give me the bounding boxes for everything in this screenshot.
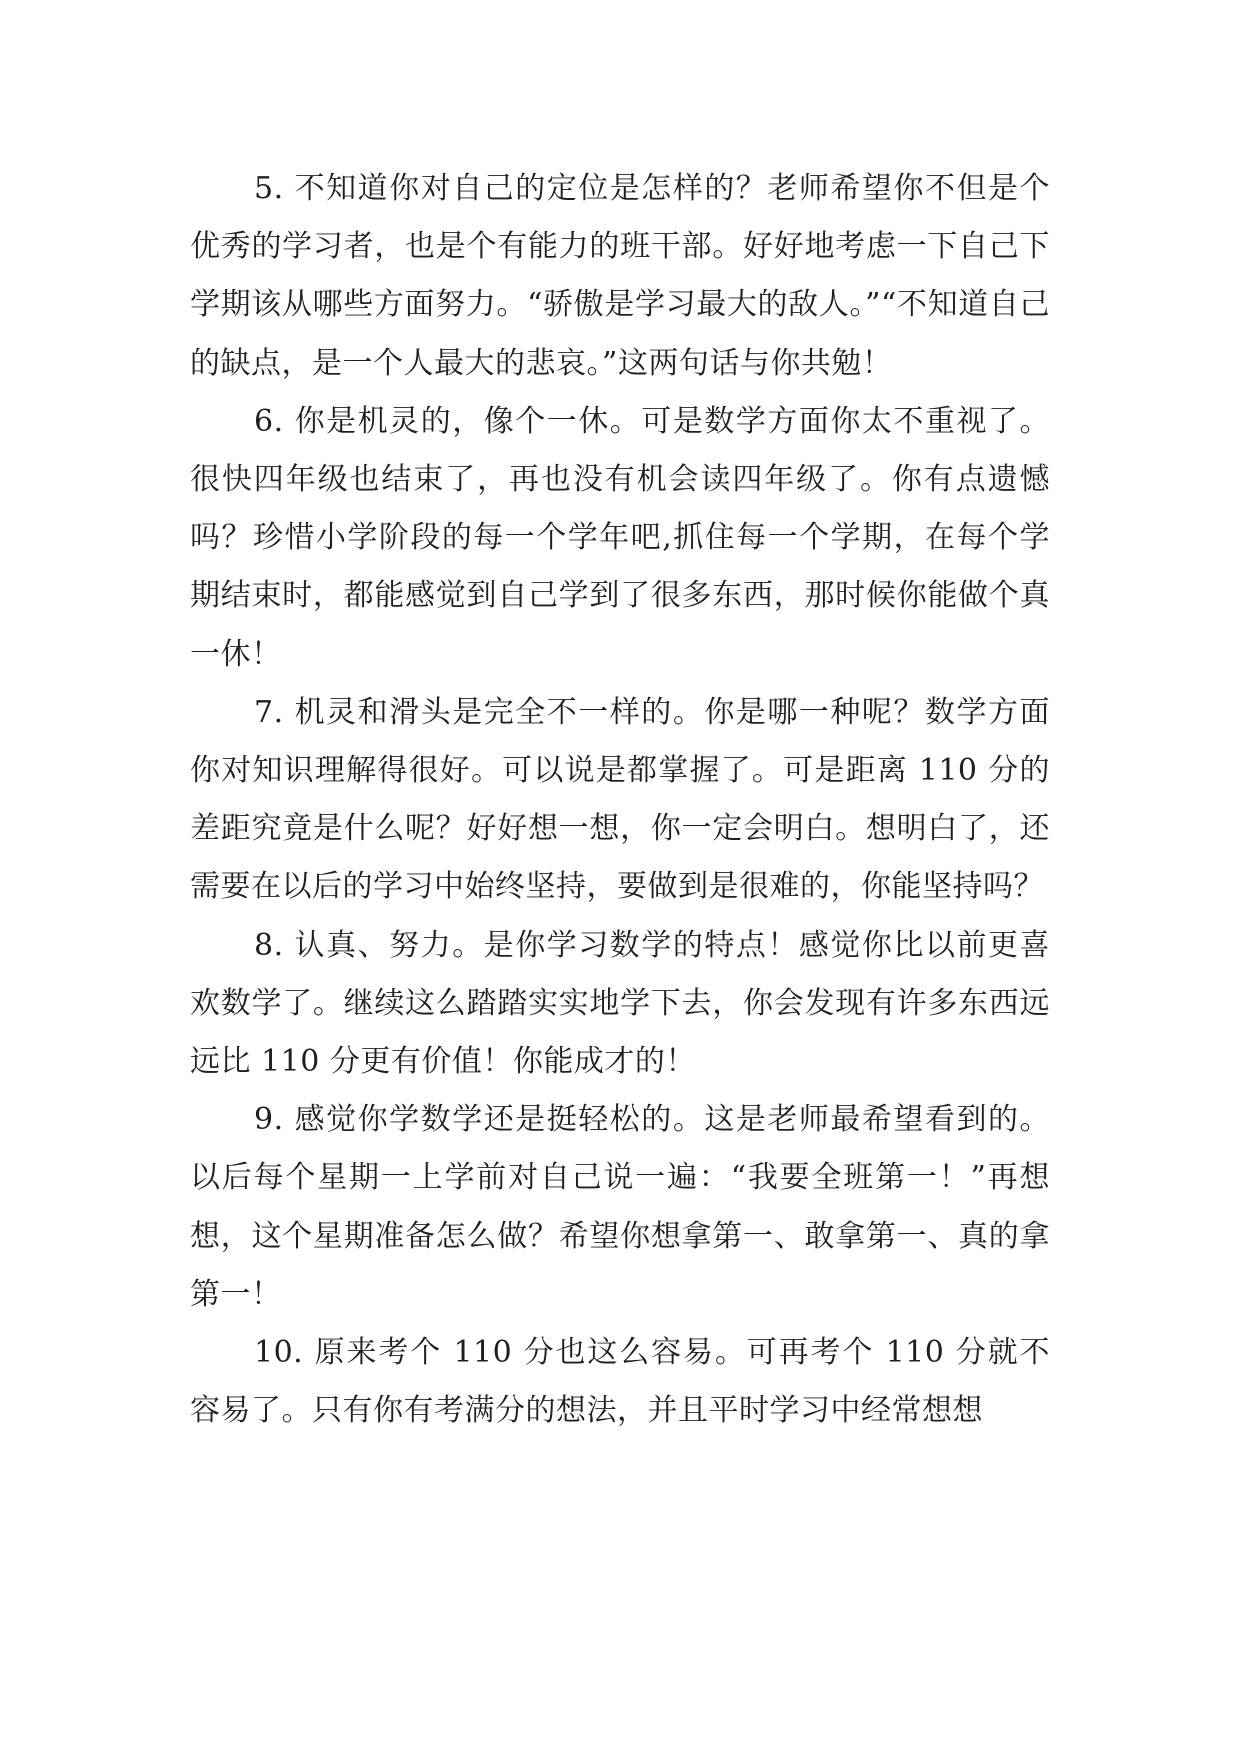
paragraph-text: 认真、努力。是你学习数学的特点！感觉你比以前更喜欢数学了。继续这么踏踏实实地学下去，你会发现有许多东西远远比 110 分更有价值！你能成才的！ [190, 927, 1050, 1080]
paragraph-7 [190, 684, 1050, 917]
document-body [190, 160, 1050, 1440]
paragraph-6 [190, 393, 1050, 684]
paragraph-text: 机灵和滑头是完全不一样的。你是哪一种呢？数学方面你对知识理解得很好。可以说是都掌握了。可是距离 110 分的差距究竟是什么呢？好好想一想，你一定会明白。想明白了，还需要在以后的学习中始终坚持，要做到是很难的，你能坚持吗？ [190, 694, 1050, 905]
paragraph-number: 10. [254, 1335, 304, 1371]
paragraph-8 [190, 917, 1050, 1092]
paragraph-number: 9. [254, 1102, 284, 1138]
paragraph-number: 5. [254, 171, 284, 206]
paragraph-text: 你是机灵的，像个一休。可是数学方面你太不重视了。很快四年级也结束了，再也没有机会读四年级了。你有点遗憾吗？珍惜小学阶段的每一个学年吧,抓住每一个学期，在每个学期结束时，都能感觉到自己学到了很多东西，那时候你能做个真一休！ [190, 403, 1050, 672]
paragraph-number: 8. [254, 927, 284, 963]
paragraph-10 [190, 1324, 1050, 1440]
paragraph-number: 6. [254, 403, 284, 439]
paragraph-5 [190, 160, 1050, 393]
paragraph-text: 原来考个 110 分也这么容易。可再考个 110 分就不容易了。只有你有考满分的想法，并且平时学习中经常想想 [190, 1335, 1050, 1429]
paragraph-number: 7. [254, 694, 284, 730]
paragraph-9 [190, 1091, 1050, 1324]
paragraph-text: 感觉你学数学还是挺轻松的。这是老师最希望看到的。以后每个星期一上学前对自己说一遍：“我要全班第一！”再想想，这个星期准备怎么做？希望你想拿第一、敢拿第一、真的拿第一！ [190, 1102, 1050, 1312]
paragraph-text: 不知道你对自己的定位是怎样的？老师希望你不但是个优秀的学习者，也是个有能力的班干部。好好地考虑一下自己下学期该从哪些方面努力。“骄傲是学习最大的敌人。”“不知道自己的缺点，是一个人最大的悲哀。”这两句话与你共勉！ [190, 171, 1050, 381]
